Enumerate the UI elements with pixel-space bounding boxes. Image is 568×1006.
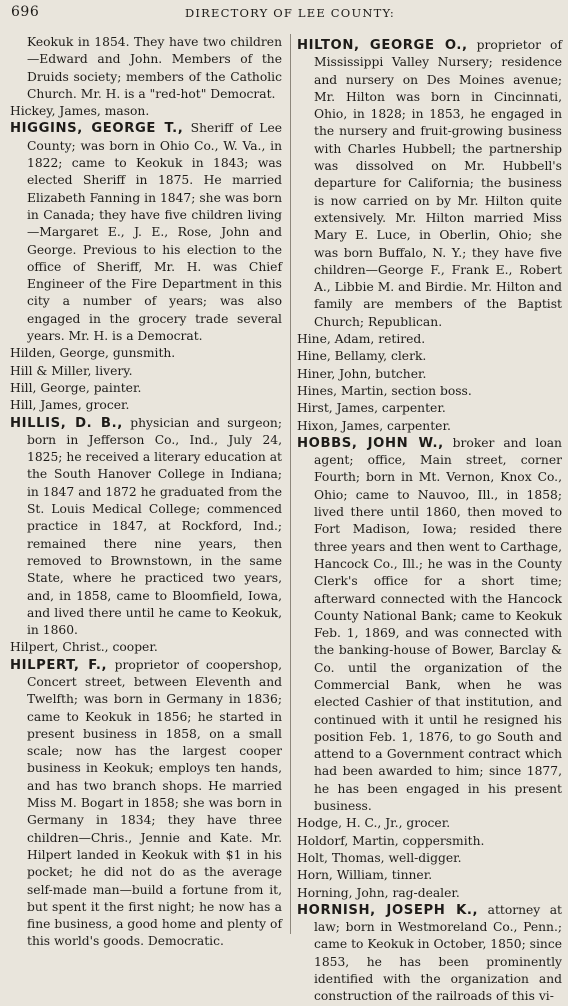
directory-entry [10,34,282,103]
entry-text: Hilpert, Christ., cooper. [10,640,158,655]
entry-name: HILTON, GEORGE O., [297,38,468,53]
entry-text: Keokuk in 1854. They have two children—Edward and John. Members of the Druids society; members of the Catholic Church. Mr. H. is a "red-hot" Democrat. [27,35,282,101]
column-divider [290,34,291,934]
directory-entry [297,400,562,417]
entry-text: Sheriff of Lee County; was born in Ohio Co., W. Va., in 1822; came to Keokuk in 1843; was elected Sheriff in 1875. He married Elizabeth Fanning in 1847; she was born in Canada; they have five children living—Margaret E., J. E., Rose, John and George. Previous to his election to the office of Sheriff, Mr. H. was Chief Engineer of the Fire Department in this city a number of years; was also engaged in the grocery trade several years. Mr. H. is a Democrat. [27,121,282,344]
directory-entry [297,867,562,884]
directory-entry-biography [10,415,282,640]
entry-text: proprietor of Mississippi Valley Nursery; residence and nursery on Des Moines avenue; Mr. Hilton was born in Cincinnati, Ohio, in 1828; in 1853, he engaged in the nursery and fruit-growing business with Charles Hubbell; the partnership was dissolved on Mr. Hubbell's departure for California; the business is now carried on by Mr. Hilton quite extensively. Mr. Hilton married Miss Mary E. Luce, in Oberlin, Ohio; she was born Buffalo, N. Y.; they have five children—George F., Frank E., Robert A., Libbie M. and Birdie. Mr. Hilton and family are members of the Baptist Church; Republican. [314,38,562,329]
entry-name: HORNISH, JOSEPH K., [297,902,479,918]
entry-text: broker and loan agent; office, Main street, corner Fourth; born in Mt. Vernon, Knox Co., Ohio; came to Nauvoo, Ill., in 1858; lived there until 1860, then moved to Fort Madison, Iowa; resided there three years and then went to Carthage, Hancock Co., Ill.; he was in the County Clerk's office for a short time; afterward connected with the Hancock County National Bank; came to Keokuk Feb. 1, 1869, and was connected with the banking-house of Bower, Barclay & Co. until the organization of the Commercial Bank, when he was elected Cashier of that institution, and continued with it until he resigned his position Feb. 1, 1876, to go South and attend to a Government contract which had been awarded to him; since 1877, he has been engaged in his present business. [314,435,562,814]
entry-text: Hiner, John, butcher. [297,366,427,381]
entry-text: Hill & Miller, livery. [10,363,133,378]
entry-text: Hixon, James, carpenter. [297,418,451,433]
directory-entry [10,380,282,397]
entry-text: Hirst, James, carpenter. [297,401,446,416]
entry-text: Horning, John, rag-dealer. [297,885,460,900]
entry-text: Hines, Martin, section boss. [297,383,472,398]
directory-entry-biography [297,435,562,816]
directory-entry-biography [10,120,282,345]
entry-name: HOBBS, JOHN W., [297,435,444,451]
entry-text: Hill, James, grocer. [10,398,130,413]
entry-text: Hill, George, painter. [10,380,142,395]
entry-name: HILLIS, D. B., [10,415,123,431]
directory-entry [10,363,282,380]
page-header [0,0,568,26]
entry-text: Hine, Bellamy, clerk. [297,349,427,364]
page-number: 696 [11,4,40,20]
directory-entry [297,366,562,383]
directory-entry [297,383,562,400]
directory-entry [297,833,562,850]
entry-text: Holt, Thomas, well-digger. [297,850,462,865]
entry-text: Holdorf, Martin, coppersmith. [297,833,485,848]
directory-entry [297,850,562,867]
directory-entry [297,331,562,348]
entry-name: HILPERT, F., [10,657,108,673]
entry-text: Hine, Adam, retired. [297,332,426,347]
entry-text: Hilden, George, gunsmith. [10,346,176,361]
entry-name: HIGGINS, GEORGE T., [10,121,184,137]
right-column [297,37,562,1006]
directory-entry-biography [10,657,282,951]
directory-entry [10,103,282,120]
directory-entry-biography [297,37,562,331]
directory-entry [297,815,562,832]
directory-entry [10,345,282,362]
entry-text: Hodge, H. C., Jr., grocer. [297,816,451,831]
entry-text: proprietor of coopershop, Concert street, between Eleventh and Twelfth; was born in Germany in 1836; came to Keokuk in 1856; he started in present business in 1858, on a small scale; now has the largest cooper business in Keokuk; employs ten hands, and has two branch shops. He married Miss M. Bogart in 1858; she was born in Germany in 1834; they have three children—Chris., Jennie and Kate. Mr. Hilpert landed in Keokuk with $1 in his pocket; he did not do as the average self-made man—build a fortune from it, but spent it the first night; he now has a fine business, a good home and plenty of this world's goods. Democratic. [27,657,282,949]
directory-entry [10,397,282,414]
running-title: DIRECTORY OF LEE COUNTY: [185,6,395,20]
directory-entry-biography [297,902,562,1006]
directory-entry [10,639,282,656]
entry-text: Horn, William, tinner. [297,868,433,883]
directory-entry [297,418,562,435]
entry-text: physician and surgeon; born in Jefferson Co., Ind., July 24, 1825; he received a literary education at the South Hanover College in Indiana; in 1847 and 1872 he graduated from the St. Louis Medical College; commenced practice in 1847, at Rockford, Ind.; remained there nine years, then removed to Brownstown, in the same State, where he practiced two years, and, in 1858, came to Bloomfield, Iowa, and lived there until he came to Keokuk, in 1860. [27,415,282,638]
entry-text: attorney at law; born in Westmoreland Co., Penn.; came to Keokuk in October, 1850; since 1853, he has been prominently identified with the organization and construction of the railroads of this vi- [314,902,562,1004]
directory-entry [297,885,562,902]
entry-text: Hickey, James, mason. [10,104,150,119]
directory-entry [297,348,562,365]
left-column [10,34,282,951]
